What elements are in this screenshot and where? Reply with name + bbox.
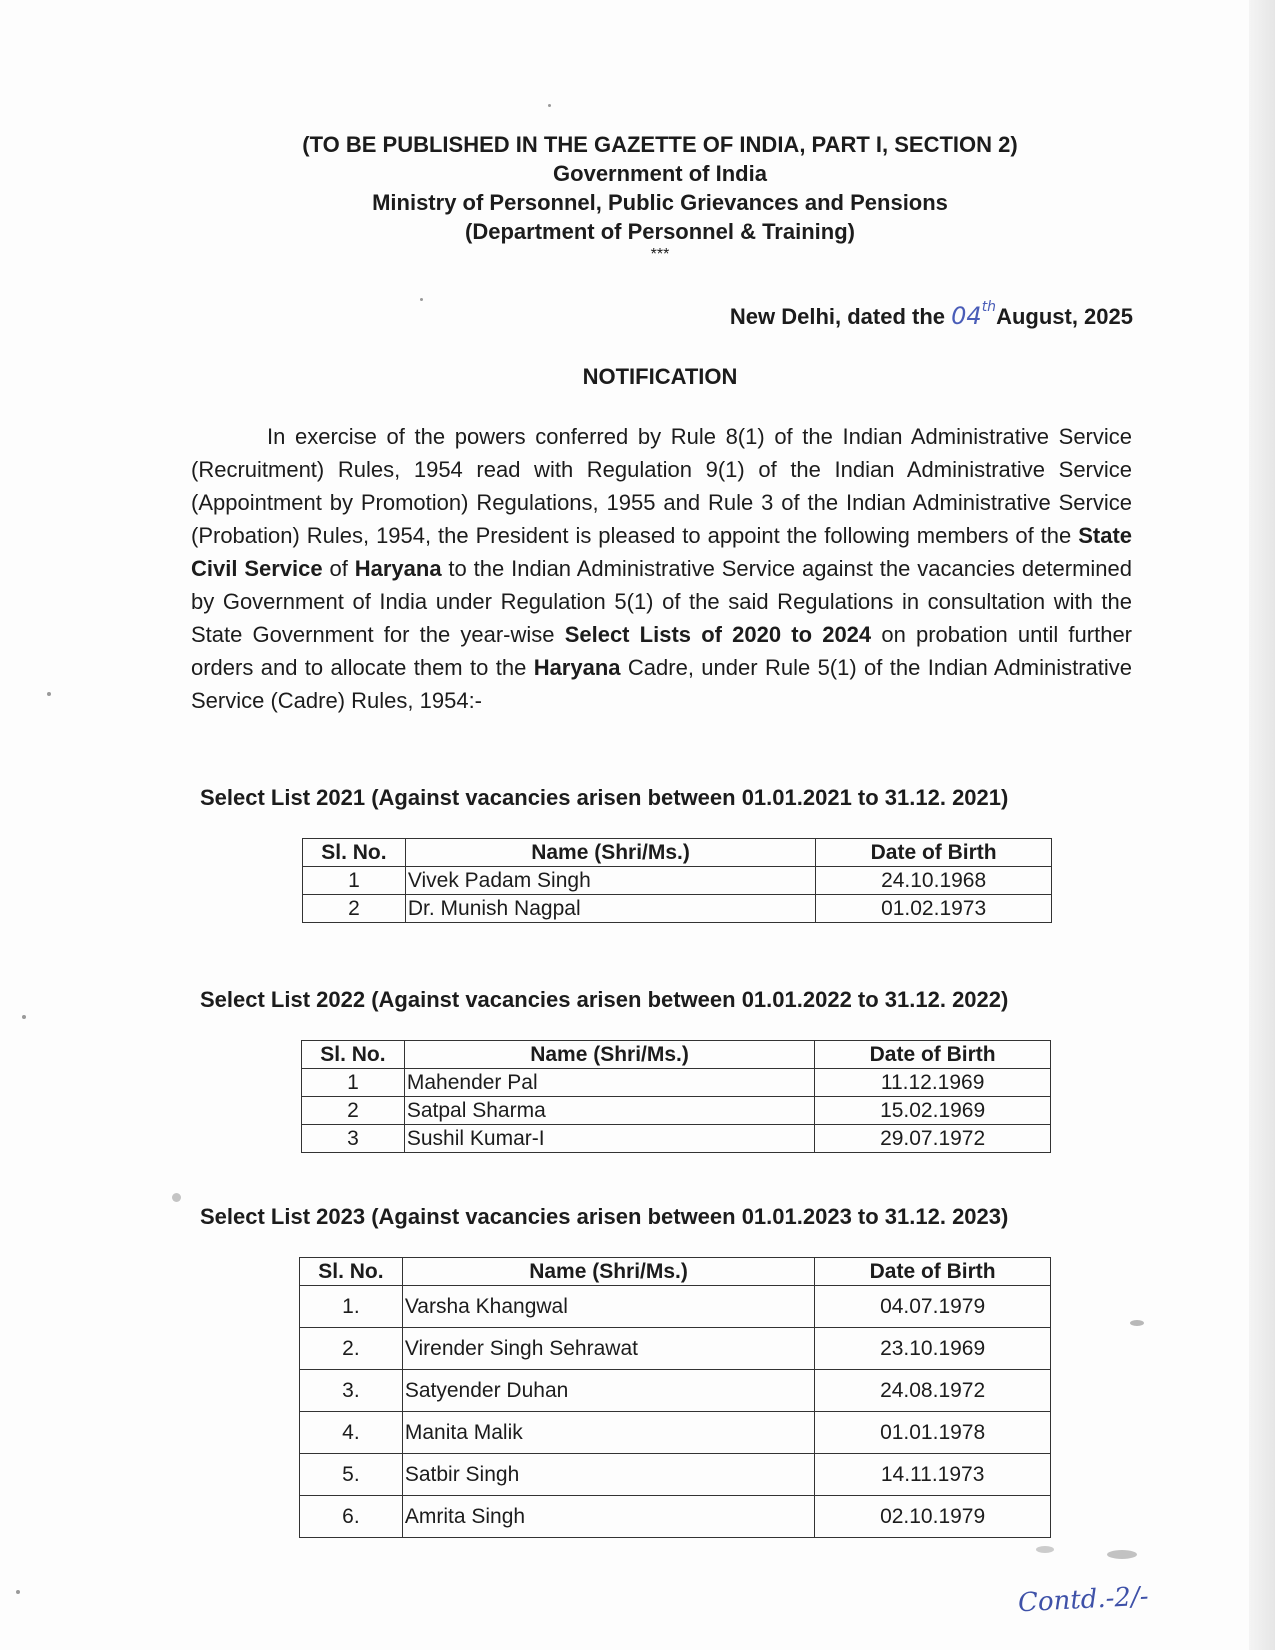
select-list-2021-table — [302, 838, 1052, 923]
cell-sl-no: 3 — [302, 1125, 405, 1153]
handwritten-day-number: 04 — [951, 302, 982, 330]
table-row — [300, 1328, 1051, 1370]
table-header-row — [300, 1258, 1051, 1286]
cell-sl-no: 3. — [300, 1370, 403, 1412]
table-row — [303, 895, 1052, 923]
column-header-dob: Date of Birth — [816, 839, 1052, 867]
table-header-row — [302, 1041, 1051, 1069]
dateline — [729, 299, 1133, 330]
table-row — [302, 1069, 1051, 1097]
body-bold-state-civil-service: State Civil Service — [191, 523, 1132, 581]
cell-sl-no: 4. — [300, 1412, 403, 1454]
body-bold-years: of 2020 to 2024 — [701, 622, 872, 647]
cell-sl-no: 2. — [300, 1328, 403, 1370]
body-text-2: of — [322, 556, 355, 581]
handwritten-day-suffix: th — [981, 299, 997, 315]
cell-sl-no: 1 — [302, 1069, 405, 1097]
document-header — [0, 130, 1275, 264]
scan-speck — [47, 692, 51, 696]
scan-speck — [548, 104, 551, 107]
table-row — [300, 1412, 1051, 1454]
column-header-sl-no: Sl. No. — [303, 839, 406, 867]
select-list-2021-heading: Select List 2021 (Against vacancies arisen between 01.01.2021 to 31.12. 2021) — [200, 785, 1009, 810]
cell-name: Amrita Singh — [402, 1496, 814, 1538]
body-text-6: Cadre, under Rule 5(1) of the Indian Administrative Service (Cadre) Rules, 1954:- — [191, 655, 1132, 713]
cell-name: Varsha Khangwal — [402, 1286, 814, 1328]
scan-speck — [22, 1015, 26, 1019]
scan-speck — [1130, 1320, 1144, 1326]
cell-dob: 15.02.1969 — [815, 1097, 1051, 1125]
select-list-2022-heading: Select List 2022 (Against vacancies arisen between 01.01.2022 to 31.12. 2022) — [200, 987, 1009, 1012]
select-list-2022-table — [301, 1040, 1051, 1153]
publish-note: (TO BE PUBLISHED IN THE GAZETTE OF INDIA, PART I, SECTION 2) — [302, 132, 1018, 157]
cell-dob: 01.01.1978 — [815, 1412, 1051, 1454]
scan-speck — [16, 1590, 20, 1594]
scan-speck — [1036, 1546, 1054, 1553]
cell-name: Mahender Pal — [404, 1069, 814, 1097]
scan-speck — [1107, 1550, 1137, 1559]
table-row — [300, 1286, 1051, 1328]
notification-title: NOTIFICATION — [582, 364, 738, 389]
cell-dob: 29.07.1972 — [815, 1125, 1051, 1153]
department-name: (Department of Personnel & Training) — [465, 219, 855, 244]
column-header-dob: Date of Birth — [815, 1258, 1051, 1286]
cell-dob: 23.10.1969 — [815, 1328, 1051, 1370]
table-row — [300, 1496, 1051, 1538]
cell-sl-no: 6. — [300, 1496, 403, 1538]
table-header-row — [303, 839, 1052, 867]
table-row — [303, 867, 1052, 895]
table-row — [302, 1125, 1051, 1153]
cell-sl-no: 5. — [300, 1454, 403, 1496]
cell-sl-no: 2 — [303, 895, 406, 923]
cell-dob: 11.12.1969 — [815, 1069, 1051, 1097]
body-text-3: to the Indian Administrative Service against the vacancies determined by Government of India under Regulation 5(1) of the said Regulations in consultation with the State Government for the year-wise — [191, 556, 1132, 647]
cell-dob: 14.11.1973 — [815, 1454, 1051, 1496]
table-row — [300, 1370, 1051, 1412]
cell-dob: 01.02.1973 — [816, 895, 1052, 923]
cell-sl-no: 1 — [303, 867, 406, 895]
column-header-sl-no: Sl. No. — [302, 1041, 405, 1069]
cell-name: Sushil Kumar-I — [404, 1125, 814, 1153]
cell-name: Satyender Duhan — [402, 1370, 814, 1412]
cell-dob: 24.08.1972 — [815, 1370, 1051, 1412]
body-text-4 — [691, 622, 701, 647]
body-text-1: In exercise of the powers conferred by Rule 8(1) of the Indian Administrative Service (Recruitment) Rules, 1954 read with Regulation 9(1) of the Indian Administrative Service (Appointment by Promotion) Regulations, 1955 and Rule 3 of the Indian Administrative Service (Probation) Rules, 1954, the President is pleased to appoint the following members of the — [191, 424, 1132, 548]
table-row — [302, 1097, 1051, 1125]
column-header-name: Name (Shri/Ms.) — [405, 839, 815, 867]
header-stars: *** — [650, 246, 670, 263]
column-header-name: Name (Shri/Ms.) — [402, 1258, 814, 1286]
dateline-suffix: August, 2025 — [996, 304, 1133, 329]
handwritten-day — [951, 299, 997, 330]
scan-speck — [172, 1193, 181, 1202]
body-text-5: on probation until further orders and to allocate them to the — [191, 622, 1133, 680]
cell-sl-no: 2 — [302, 1097, 405, 1125]
table-row — [300, 1454, 1051, 1496]
notification-body — [191, 420, 1132, 717]
cell-name: Satbir Singh — [402, 1454, 814, 1496]
body-bold-select-lists: Select Lists — [564, 622, 692, 647]
cell-name: Vivek Padam Singh — [405, 867, 815, 895]
column-header-dob: Date of Birth — [815, 1041, 1051, 1069]
cell-dob: 04.07.1979 — [815, 1286, 1051, 1328]
cell-name: Dr. Munish Nagpal — [405, 895, 815, 923]
column-header-name: Name (Shri/Ms.) — [404, 1041, 814, 1069]
select-list-2023-table — [299, 1257, 1051, 1538]
select-list-2023-heading: Select List 2023 (Against vacancies arisen between 01.01.2023 to 31.12. 2023) — [200, 1204, 1009, 1229]
dateline-prefix: New Delhi, dated the — [729, 304, 946, 329]
cell-dob: 24.10.1968 — [816, 867, 1052, 895]
cell-name: Virender Singh Sehrawat — [402, 1328, 814, 1370]
body-bold-haryana-cadre: Haryana — [533, 655, 621, 680]
cell-sl-no: 1. — [300, 1286, 403, 1328]
government-name: Government of India — [553, 161, 767, 186]
column-header-sl-no: Sl. No. — [300, 1258, 403, 1286]
body-bold-haryana: Haryana — [354, 556, 442, 581]
cell-name: Satpal Sharma — [404, 1097, 814, 1125]
cell-dob: 02.10.1979 — [815, 1496, 1051, 1538]
cell-name: Manita Malik — [402, 1412, 814, 1454]
scan-speck — [420, 298, 423, 301]
ministry-name: Ministry of Personnel, Public Grievances and Pensions — [372, 190, 948, 215]
handwritten-continued-note: Contd.-2/- — [1017, 1581, 1150, 1619]
